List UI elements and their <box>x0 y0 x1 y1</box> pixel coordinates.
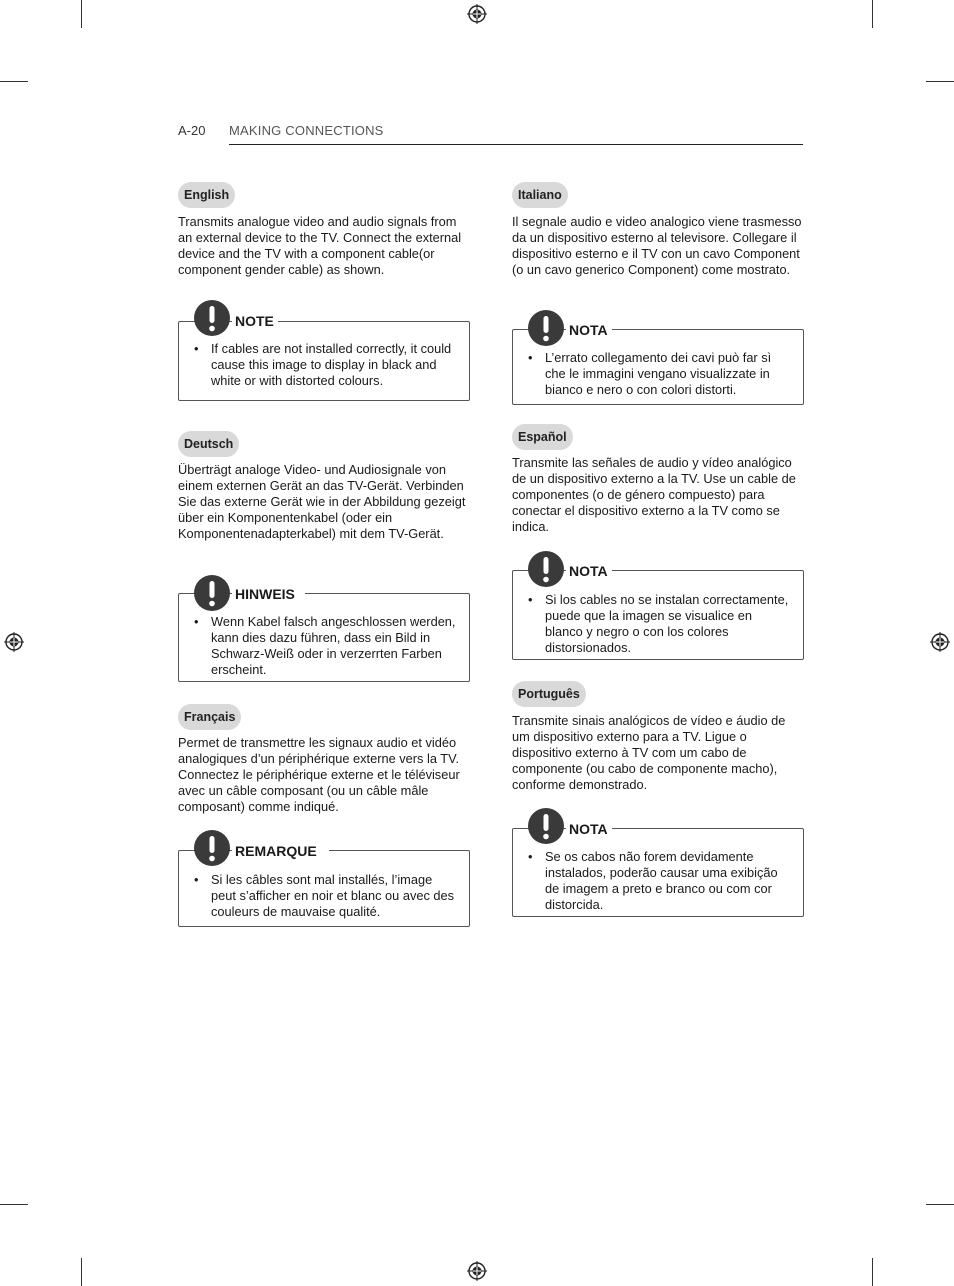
language-label-english: English <box>178 182 235 208</box>
body-text-english: Transmits analogue video and audio signals from an external device to the TV. Connect the external device and the TV with a component cable(or component gender cable) as shown. <box>178 214 462 277</box>
note-list <box>528 592 793 656</box>
body-text-deutsch: Überträgt analoge Video- und Audiosignale von einem externen Gerät an das TV-Gerät. Verbinden Sie das externe Gerät wie in der Abbildung gezeigt über ein Komponentenkabel (oder ein Komponentenadapterkabel) mit dem TV-Gerät. <box>178 462 466 541</box>
language-label-portugues: Português <box>512 681 586 707</box>
note-title: NOTA <box>566 562 612 580</box>
language-label-francais: Français <box>178 704 241 730</box>
crop-mark <box>0 1204 28 1205</box>
body-text-francais: Permet de transmettre les signaux audio et vidéo analogiques d’un périphérique externe vers la TV. Connectez le périphérique externe et le téléviseur avec un câble composant (ou un câble mâle composant) comme indiqué. <box>178 735 460 814</box>
note-list <box>194 614 459 678</box>
crop-mark <box>872 1258 873 1286</box>
exclamation-circle-icon <box>527 807 565 845</box>
note-list <box>528 849 793 913</box>
note-title: NOTA <box>566 321 612 339</box>
note-item: • If cables are not installed correctly, it could cause this image to display in black and white or with distorted colours. <box>194 341 459 389</box>
crop-mark <box>81 0 82 28</box>
section-title: MAKING CONNECTIONS <box>229 123 384 138</box>
note-item: • Si los cables no se instalan correctamente, puede que la imagen se visualice en blanco y negro o con los colores distorsionados. <box>528 592 793 656</box>
exclamation-circle-icon <box>193 829 231 867</box>
language-label-deutsch: Deutsch <box>178 431 239 457</box>
note-title: NOTE <box>232 312 278 330</box>
page-number: A-20 <box>178 123 206 138</box>
note-item: • Si les câbles sont mal installés, l’image peut s’afficher en noir et blanc ou avec des couleurs de mauvaise qualité. <box>194 872 459 920</box>
note-item: • Se os cabos não forem devidamente instalados, poderão causar uma exibição de imagem a preto e branco ou com cor distorcida. <box>528 849 793 913</box>
note-item: • L’errato collegamento dei cavi può far sì che le immagini vengano visualizzate in bianco e nero o con colori distorti. <box>528 350 793 398</box>
registration-mark-icon <box>467 1261 487 1281</box>
exclamation-circle-icon <box>527 550 565 588</box>
note-title: REMARQUE <box>232 842 329 860</box>
note-list <box>194 341 459 389</box>
body-text-espanol: Transmite las señales de audio y vídeo analógico de un dispositivo externo a la TV. Use un cable de componentes (o de género compuesto) para conectar el dispositivo externo a la TV como se indica. <box>512 455 796 534</box>
crop-mark <box>926 81 954 82</box>
crop-mark <box>0 81 28 82</box>
exclamation-circle-icon <box>527 309 565 347</box>
body-text-portugues: Transmite sinais analógicos de vídeo e áudio de um dispositivo externo para a TV. Ligue o dispositivo externo à TV com um cabo de componente (ou cabo de componente macho), conforme demonstrado. <box>512 713 786 792</box>
exclamation-circle-icon <box>193 574 231 612</box>
header-rule <box>229 144 803 145</box>
registration-mark-icon <box>930 632 950 652</box>
registration-mark-icon <box>4 632 24 652</box>
language-label-espanol: Español <box>512 424 573 450</box>
note-title: NOTA <box>566 820 612 838</box>
crop-mark <box>81 1258 82 1286</box>
note-item: • Wenn Kabel falsch angeschlossen werden, kann dies dazu führen, dass ein Bild in Schwarz-Weiß oder in verzerrten Farben erscheint. <box>194 614 459 678</box>
note-list <box>194 872 459 920</box>
exclamation-circle-icon <box>193 299 231 337</box>
crop-mark <box>926 1204 954 1205</box>
registration-mark-icon <box>467 4 487 24</box>
note-title: HINWEIS <box>232 585 305 603</box>
body-text-italiano: Il segnale audio e video analogico viene trasmesso da un dispositivo esterno al televisore. Collegare il dispositivo esterno e il TV con un cavo Component (o un cavo generico Component) come mostrato. <box>512 214 802 277</box>
language-label-italiano: Italiano <box>512 182 568 208</box>
note-list <box>528 350 793 398</box>
crop-mark <box>872 0 873 28</box>
